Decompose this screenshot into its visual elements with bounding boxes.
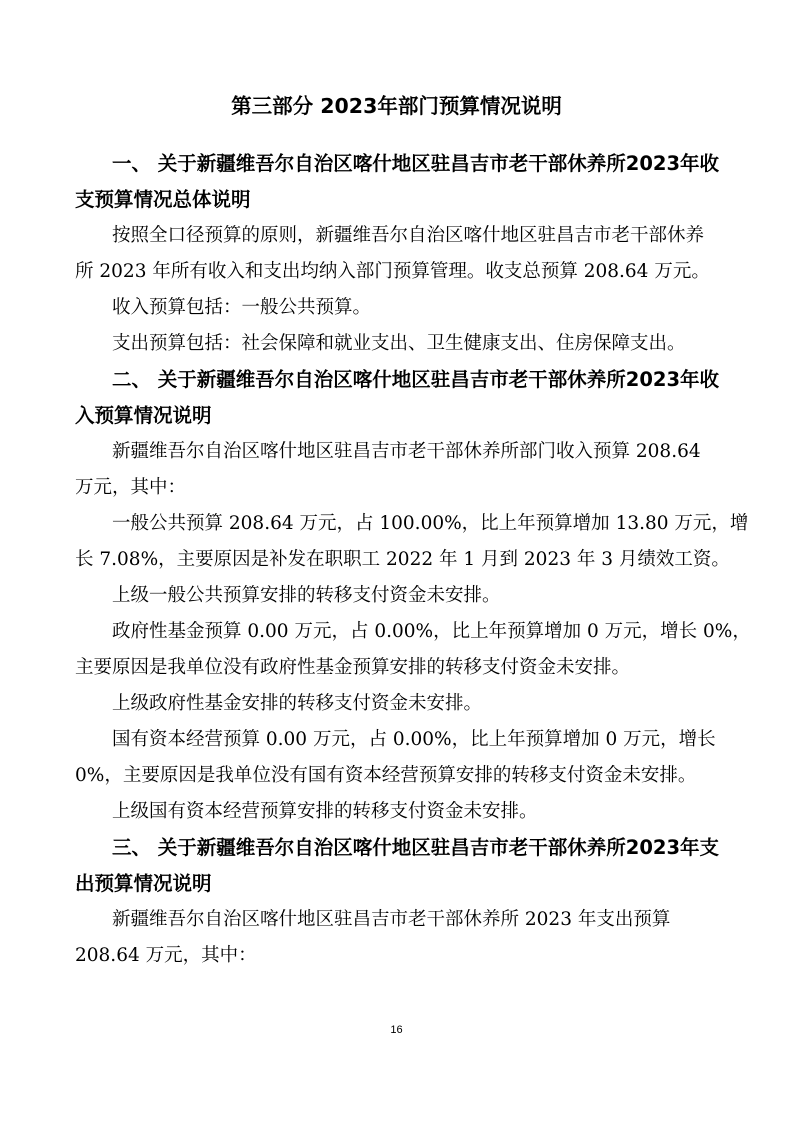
section-2-paragraph-4-line-1: 政府性基金预算 0.00 万元，占 0.00%，比上年预算增加 0 万元，增长 0%， <box>112 621 751 642</box>
section-2-paragraph-7-line: 上级国有资本经营预算安排的转移支付资金未安排。 <box>112 801 538 822</box>
section-1-heading-line-2: 支预算情况总体说明 <box>75 188 251 211</box>
section-1-heading-line-1: 一、 关于新疆维吾尔自治区喀什地区驻昌吉市老干部休养所2023年收 <box>112 152 720 175</box>
section-1-paragraph-1-line-2: 所 2023 年所有收入和支出均纳入部门预算管理。收支总预算 208.64 万元。 <box>75 261 710 282</box>
section-2-paragraph-3-line: 上级一般公共预算安排的转移支付资金未安排。 <box>112 585 501 606</box>
section-2-paragraph-2 <box>75 506 749 578</box>
section-3-heading-line-2: 出预算情况说明 <box>75 872 212 895</box>
section-2-paragraph-1-line-1: 新疆维吾尔自治区喀什地区驻昌吉市老干部休养所部门收入预算 208.64 <box>112 441 701 462</box>
page-number: 16 <box>390 1024 403 1036</box>
section-2-paragraph-6-line-2: 0%，主要原因是我单位没有国有资本经营预算安排的转移支付资金未安排。 <box>75 765 697 786</box>
section-2-paragraph-3 <box>112 578 708 614</box>
section-2-paragraph-5 <box>112 686 708 722</box>
section-1-paragraph-1-line-1: 按照全口径预算的原则，新疆维吾尔自治区喀什地区驻昌吉市老干部休养 <box>112 225 705 246</box>
section-2-paragraph-4 <box>75 614 751 686</box>
section-1-paragraph-1 <box>75 218 710 290</box>
section-2-paragraph-2-line-1: 一般公共预算 208.64 万元，占 100.00%，比上年预算增加 13.80 万元，增 <box>112 513 749 534</box>
section-3-paragraph-1-line-1: 新疆维吾尔自治区喀什地区驻昌吉市老干部休养所 2023 年支出预算 <box>112 909 671 930</box>
page-title: 第三部分 2023年部门预算情况说明 <box>231 94 562 118</box>
section-3-paragraph-1 <box>75 902 708 974</box>
section-2-paragraph-6 <box>75 722 716 794</box>
section-3-heading <box>75 830 720 902</box>
section-1-paragraph-2 <box>112 290 708 326</box>
section-2-heading-line-2: 入预算情况说明 <box>75 404 212 427</box>
section-2-paragraph-6-line-1: 国有资本经营预算 0.00 万元，占 0.00%，比上年预算增加 0 万元，增长 <box>112 729 716 750</box>
section-2-paragraph-7 <box>112 794 708 830</box>
section-3-paragraph-1-line-2: 208.64 万元，其中： <box>75 945 257 966</box>
section-2-paragraph-5-line: 上级政府性基金安排的转移支付资金未安排。 <box>112 693 483 714</box>
section-2-heading-line-1: 二、 关于新疆维吾尔自治区喀什地区驻昌吉市老干部休养所2023年收 <box>112 368 720 391</box>
expense-budget-line: 支出预算包括：社会保障和就业支出、卫生健康支出、住房保障支出。 <box>112 333 686 354</box>
section-2-paragraph-2-line-2: 长 7.08%，主要原因是补发在职职工 2022 年 1 月到 2023 年 3 月绩效工资。 <box>75 549 730 570</box>
section-2-paragraph-4-line-2: 主要原因是我单位没有政府性基金预算安排的转移支付资金未安排。 <box>75 657 631 678</box>
section-2-heading <box>75 362 720 434</box>
section-1-heading <box>75 146 720 218</box>
section-1-paragraph-3 <box>112 326 708 362</box>
section-2-paragraph-1-line-2: 万元，其中： <box>75 477 187 498</box>
document-body <box>75 146 751 974</box>
section-3-heading-line-1: 三、 关于新疆维吾尔自治区喀什地区驻昌吉市老干部休养所2023年支 <box>112 836 720 859</box>
section-2-paragraph-1 <box>75 434 708 506</box>
income-budget-line: 收入预算包括：一般公共预算。 <box>112 297 372 318</box>
